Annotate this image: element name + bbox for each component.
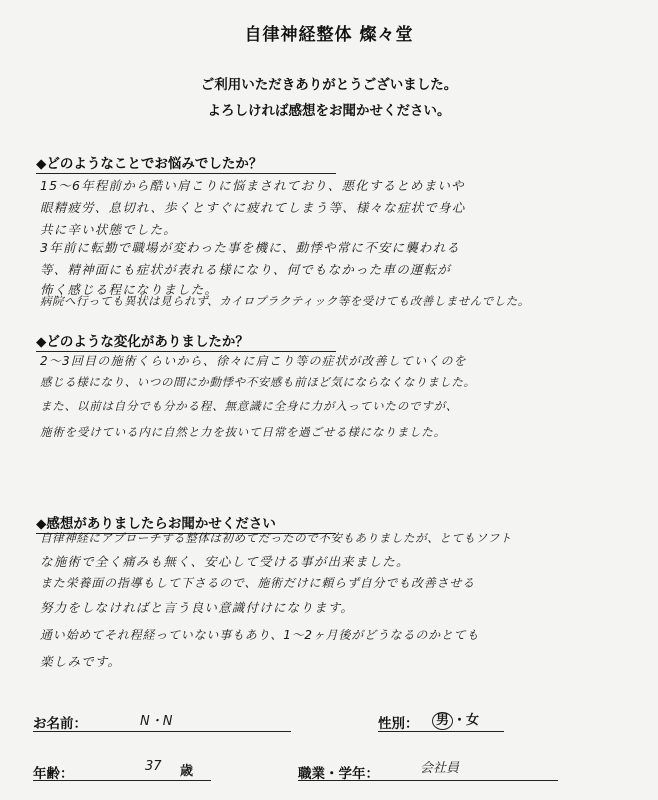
handwritten-line: 15～6年程前から酷い肩こりに悩まされており、悪化するとめまいや — [40, 178, 465, 193]
gender-separator: ・ — [453, 713, 467, 728]
handwritten-line: 怖く感じる程になりました。 — [40, 282, 219, 297]
thanks-line-2: よろしければ感想をお聞かせください。 — [207, 103, 451, 119]
handwritten-line: 眼精疲労、息切れ、歩くとすぐに疲れてしまう等、様々な症状で身心 — [40, 200, 466, 215]
age-label: 年齢： — [33, 766, 74, 782]
age-unit: 歳 — [180, 764, 194, 779]
handwritten-line: 感じる様になり、いつの間にか動悸や不安感も前ほど気にならなくなりました。 — [40, 375, 476, 389]
handwritten-line: 3年前に転勤で職場が変わった事を機に、動悸や常に不安に襲われる — [40, 240, 461, 255]
name-value: N・N — [140, 714, 173, 729]
section-heading-concerns: ◆どのようなことでお悩みでしたか？ — [36, 152, 336, 174]
age-value: 37 — [145, 759, 162, 774]
handwritten-line: 努力をしなければと言う良い意識付けになります。 — [40, 600, 355, 615]
section-heading-changes: ◆どのような変化がありましたか？ — [36, 330, 336, 352]
handwritten-line: 共に辛い状態でした。 — [40, 222, 178, 237]
gender-underline — [378, 731, 504, 732]
gender-male-circled: 男 — [432, 712, 453, 730]
handwritten-line: 2～3回目の施術くらいから、徐々に肩こり等の症状が改善していくのを — [40, 354, 467, 368]
gender-label: 性別： — [378, 716, 419, 732]
handwritten-line: な施術で全く痛みも無く、安心して受ける事が出来ました。 — [40, 554, 410, 569]
section-heading-impressions: ◆感想がありましたらお聞かせください — [36, 512, 336, 534]
job-label: 職業・学年： — [298, 766, 379, 782]
gender-options — [432, 709, 479, 730]
name-label: お名前： — [33, 716, 87, 732]
handwritten-line: 通い始めてそれ程経っていない事もあり、1～2ヶ月後がどうなるのかとても — [40, 628, 480, 642]
job-underline — [298, 780, 558, 781]
handwritten-line: 自律神経にアプローチする整体は初めてだったので不安もありましたが、とてもソフト — [40, 531, 512, 545]
gender-female: 女 — [466, 713, 480, 728]
job-value: 会社員 — [420, 761, 460, 776]
age-underline — [33, 780, 211, 781]
thanks-message — [0, 72, 658, 124]
handwritten-line: また栄養面の指導もして下さるので、施術だけに頼らず自分でも改善させる — [40, 576, 475, 590]
handwritten-line: 施術を受けている内に自然と力を抜いて日常を過ごせる様になりました。 — [40, 425, 446, 439]
name-underline — [33, 731, 291, 732]
handwritten-line: 楽しみです。 — [40, 654, 122, 669]
thanks-line-1: ご利用いただきありがとうございました。 — [200, 77, 458, 93]
handwritten-line: 病院へ行っても異状は見られず、カイロプラクティック等を受けても改善しませんでした。 — [40, 294, 530, 308]
handwritten-line: 等、精神面にも症状が表れる様になり、何でもなかった車の運転が — [40, 262, 452, 277]
handwritten-line: また、以前は自分でも分かる程、無意識に全身に力が入っていたのですが、 — [40, 399, 459, 413]
page-title: 自律神経整体 燦々堂 — [244, 25, 414, 45]
